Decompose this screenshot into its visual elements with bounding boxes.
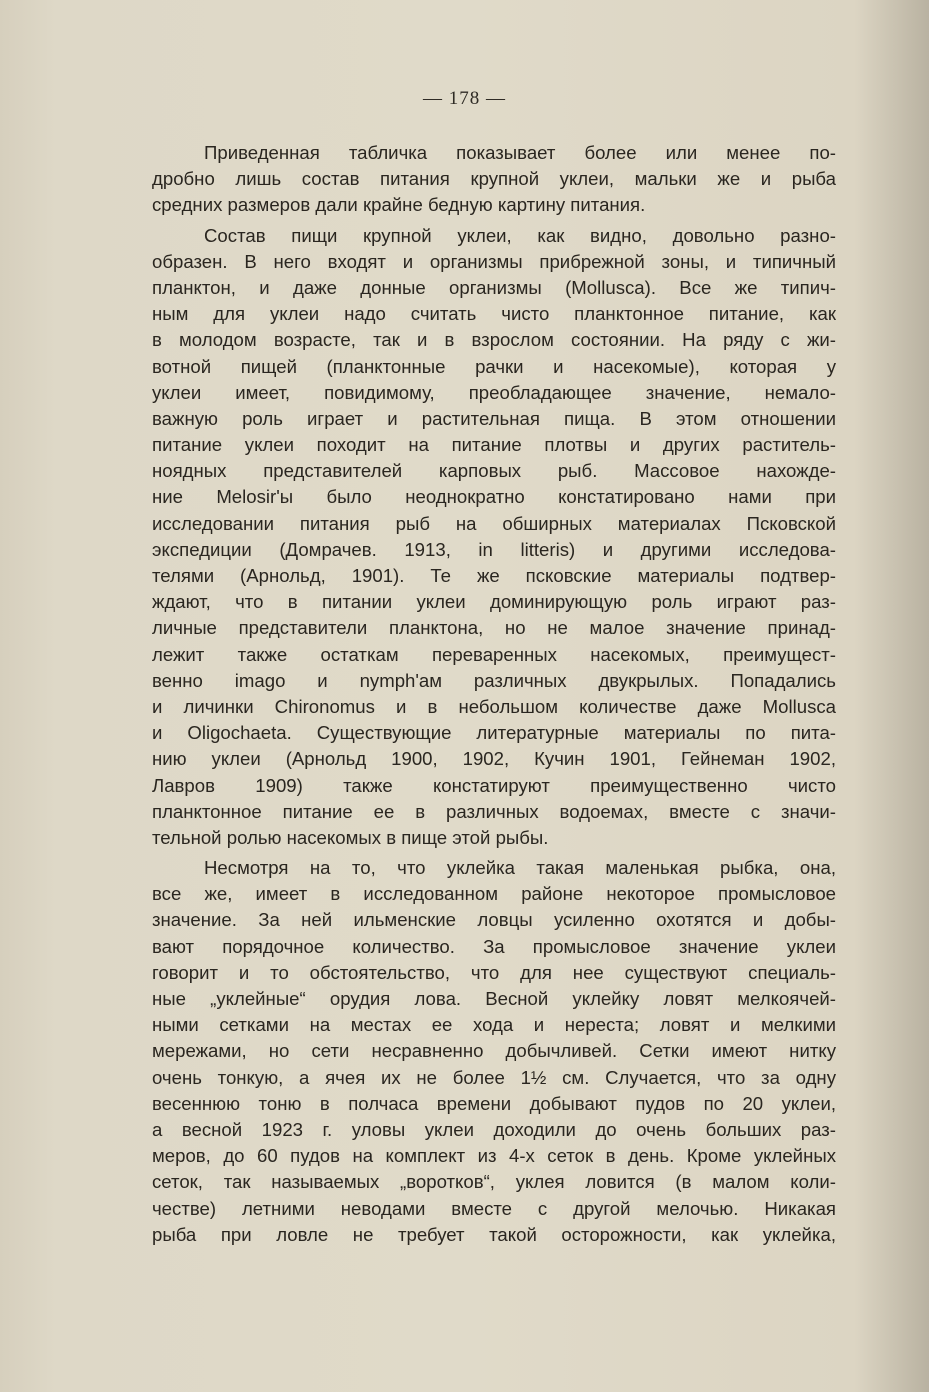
text-line: ным для уклеи надо считать чисто планктонное питание, как bbox=[152, 303, 836, 325]
text-line: очень тонкую, а ячея их не более 1½ см. Случается, что за одну bbox=[152, 1066, 836, 1088]
text-line: лежит также остаткам переваренных насекомых, преимущест- bbox=[152, 643, 836, 665]
text-line: планктонное питание ее в различных водоемах, вместе с значи- bbox=[152, 800, 836, 822]
text-line: образен. В него входят и организмы прибрежной зоны, и типичный bbox=[152, 250, 836, 272]
text-line: уклеи имеет, повидимому, преобладающее значение, немало- bbox=[152, 381, 836, 403]
text-line: в молодом возрасте, так и в взрослом состоянии. На ряду с жи- bbox=[152, 329, 836, 351]
text-line: важную роль играет и растительная пища. В этом отношении bbox=[152, 407, 836, 429]
paragraph-1 bbox=[152, 140, 836, 219]
text-line: ждают, что в питании уклеи доминирующую роль играют раз- bbox=[152, 591, 836, 613]
text-line: рыба при ловле не требует такой осторожности, как уклейка, bbox=[152, 1223, 836, 1245]
text-line: экспедиции (Домрачев. 1913, in litteris) и другими исследова- bbox=[152, 538, 836, 560]
text-line: Несмотря на то, что уклейка такая маленькая рыбка, она, bbox=[204, 857, 836, 879]
text-line: тельной ролью насекомых в пище этой рыбы. bbox=[152, 826, 549, 848]
text-line: и Oligochaeta. Существующие литературные материалы по пита- bbox=[152, 722, 836, 744]
text-line: средних размеров дали крайне бедную картину питания. bbox=[152, 194, 646, 216]
text-line: дробно лишь состав питания крупной уклеи, мальки же и рыба bbox=[152, 168, 836, 190]
text-line: ние Melosir'ы было неоднократно констатировано нами при bbox=[152, 486, 836, 508]
text-line: ными сетками на местах ее хода и нереста; ловят и мелкими bbox=[152, 1014, 836, 1036]
text-line: исследовании питания рыб на обширных материалах Псковской bbox=[152, 512, 836, 534]
text-line: честве) летними неводами вместе с другой мелочью. Никакая bbox=[152, 1197, 836, 1219]
text-line: ные „уклейные“ орудия лова. Весной уклейку ловят мелкоячей- bbox=[152, 988, 836, 1009]
text-line: меров, до 60 пудов на комплект из 4-х сеток в день. Кроме уклейных bbox=[152, 1145, 836, 1167]
text-line: Состав пищи крупной уклеи, как видно, довольно разно- bbox=[204, 224, 836, 246]
text-line: вотной пищей (планктонные рачки и насекомые), которая у bbox=[152, 355, 836, 377]
text-line: а весной 1923 г. уловы уклеи доходили до очень больших раз- bbox=[152, 1118, 836, 1140]
text-line: питание уклеи походит на питание плотвы и других раститель- bbox=[152, 434, 836, 456]
text-line: личные представители планктона, но не малое значение принад- bbox=[152, 617, 836, 639]
text-line: ноядных представителей карповых рыб. Массовое нахожде- bbox=[152, 460, 836, 482]
text-line: весеннюю тоню в полчаса времени добывают пудов по 20 уклеи, bbox=[152, 1092, 836, 1114]
text-line: планктон, и даже донные организмы (Mollusca). Все же типич- bbox=[152, 276, 836, 298]
paragraph-2 bbox=[152, 223, 836, 852]
text-line: венно imago и nymph'ам различных двукрылых. Попадались bbox=[152, 669, 836, 691]
page-number: — 178 — bbox=[423, 88, 506, 109]
text-line: Лавров 1909) также констатируют преимущественно чисто bbox=[152, 774, 836, 796]
text-line: нию уклеи (Арнольд 1900, 1902, Кучин 1901, Гейнеман 1902, bbox=[152, 748, 836, 770]
text-body bbox=[152, 140, 836, 1252]
text-line: мережами, но сети несравненно добычливей. Сетки имеют нитку bbox=[152, 1040, 836, 1062]
text-line: и личинки Chironomus и в небольшом количестве даже Mollusca bbox=[152, 695, 836, 717]
text-line: Приведенная табличка показывает более или менее по- bbox=[204, 142, 836, 163]
text-line: телями (Арнольд, 1901). Те же псковские материалы подтвер- bbox=[152, 565, 836, 586]
text-line: сеток, так называемых „воротков“, уклея ловится (в малом коли- bbox=[152, 1171, 836, 1193]
text-line: вают порядочное количество. За промысловое значение уклеи bbox=[152, 935, 836, 957]
text-line: значение. За ней ильменские ловцы усиленно охотятся и добы- bbox=[152, 909, 836, 931]
paragraph-3 bbox=[152, 855, 836, 1248]
text-line: все же, имеет в исследованном районе некоторое промысловое bbox=[152, 883, 836, 905]
text-line: говорит и то обстоятельство, что для нее существуют специаль- bbox=[152, 961, 836, 983]
